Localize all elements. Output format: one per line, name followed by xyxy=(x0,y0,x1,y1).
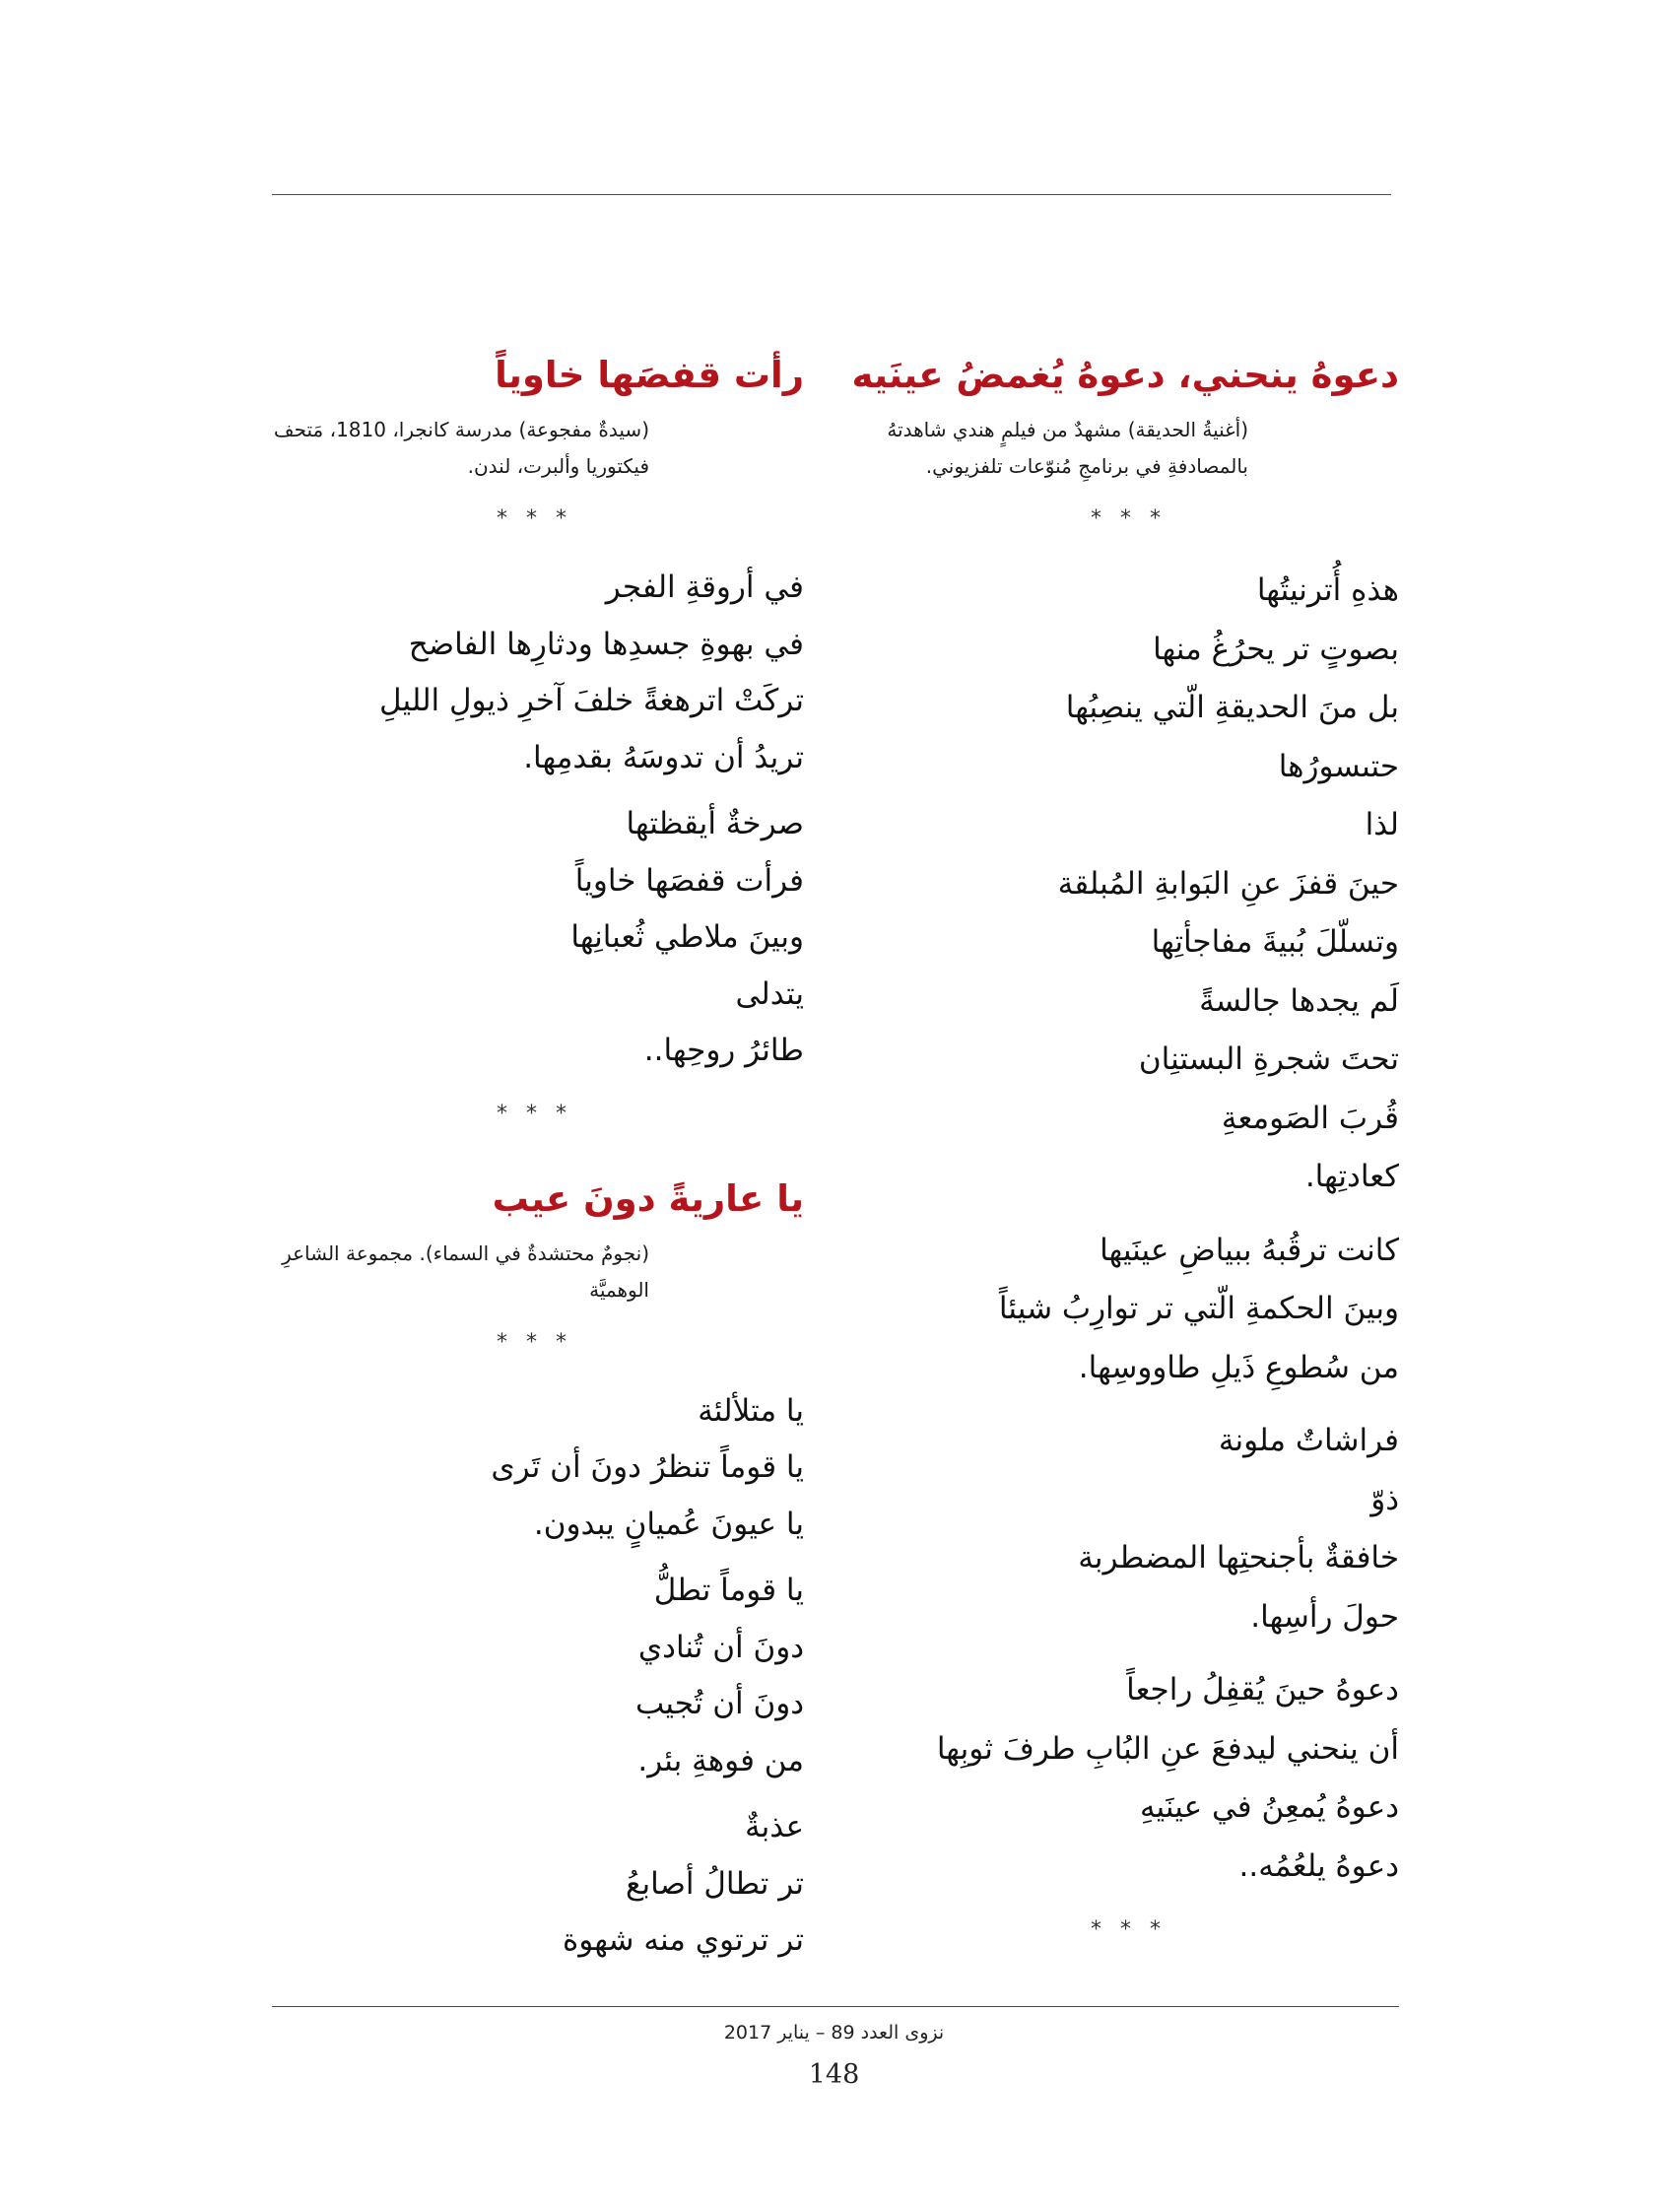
verse-line: لَم يجدها جالسةً xyxy=(1199,982,1399,1019)
verse-line: كعادتِها. xyxy=(1304,1159,1399,1194)
stanza xyxy=(252,560,804,786)
verse-line: بصوتٍ تر يحرُغُ منها xyxy=(1153,631,1399,667)
poem-source-note: (سيدةٌ مفجوعة) مدرسة كانجرا، 1810، مَتحف فيكتوريا وألبرت، لندن. xyxy=(273,418,649,478)
stanza xyxy=(252,1563,804,1789)
section-separator: * * * xyxy=(1091,506,1167,531)
verse-line: ذوّ xyxy=(1370,1481,1399,1517)
verse-line: كانت ترقُبهُ ببياضِ عينَيها xyxy=(1100,1232,1399,1268)
verse-line: وتسلّلَ بُبيةَ مفاجأتِها xyxy=(1151,924,1399,960)
verse-line: من سُطوعِ ذَيلِ طاووسِها. xyxy=(1078,1349,1399,1385)
verse-line: طائرُ روحِها.. xyxy=(643,1033,804,1068)
poem-source-note: (أغنيةُ الحديقة) مشهدٌ من فيلمٍ هندي شاهدتهُ بالمصادفةِ في برنامجِ مُنوّعات تلفزيوني. xyxy=(887,418,1248,478)
verse-line: وبينَ الحكمةِ الّتي تر توارِبُ شيئاً xyxy=(998,1291,1399,1326)
verse-line: تركَتْ اترهغةً خلفَ آخرِ ذيولِ الليلِ xyxy=(379,683,804,718)
verse-line: من فوهةِ بئر. xyxy=(637,1742,804,1778)
verse-line: قُربَ الصَومعةِ xyxy=(1221,1100,1399,1136)
verse-line: حتىسورُها xyxy=(1278,748,1399,784)
verse-line: تر تطالُ أصابعُ xyxy=(626,1865,804,1902)
verse-line: خافقةٌ بأجنحتِها المضطربة xyxy=(1078,1540,1399,1575)
verse-line: يا متلألئة xyxy=(698,1392,804,1429)
verse-line: دونَ أن تُجيب xyxy=(634,1686,804,1721)
section-separator: * * * xyxy=(497,1329,572,1355)
verse-line: دعوهُ حينَ يُقفِلُ راجعاً xyxy=(1126,1672,1399,1708)
verse-line: تريدُ أن تدوسَهُ بقدمِها. xyxy=(523,739,804,775)
poem-title: رأت قفصَها خاوياً xyxy=(495,354,804,396)
stanza xyxy=(847,1222,1399,1398)
bottom-divider xyxy=(272,2006,1399,2007)
verse-line: بل منَ الحديقةِ الّتي ينصِبُها xyxy=(1065,690,1399,725)
top-divider xyxy=(272,194,1391,195)
verse-line: صرخةٌ أيقظتها xyxy=(626,806,804,841)
section-separator: * * * xyxy=(1091,1917,1167,1942)
stanza xyxy=(252,1383,804,1554)
poem-left-column xyxy=(252,351,804,1970)
verse-line: تر ترتوي منه شهوة xyxy=(562,1922,804,1958)
verse-line: فراشاتٌ ملونة xyxy=(1218,1423,1399,1458)
verse-line: أن ينحني ليدفعَ عنِ البُابِ طرفَ ثوبِها xyxy=(936,1730,1399,1767)
section-separator: * * * xyxy=(497,1101,572,1126)
poem-title: يا عاريةً دونَ عيب xyxy=(492,1176,804,1220)
verse-line: حولَ رأسِها. xyxy=(1250,1598,1399,1635)
verse-line: هذهِ أُترنيتُها xyxy=(1256,572,1399,608)
verse-line: دونَ أن تُنادي xyxy=(637,1629,804,1665)
verse-line: تحتَ شجرةِ البستنِان xyxy=(1138,1041,1399,1077)
verse-line: يتدلى xyxy=(735,975,804,1012)
stanza xyxy=(252,1799,804,1970)
page-number: 148 xyxy=(808,2059,860,2090)
verse-line: يا عيونَ عُميانٍ يبدون. xyxy=(533,1506,804,1542)
section-separator: * * * xyxy=(497,506,572,531)
poem-source-note: (نجومٌ محتشدةٌ في السماء). مجموعة الشاعرِ الوهميَّة xyxy=(282,1240,649,1302)
verse-line: لذا xyxy=(1365,807,1399,842)
verse-line: يا قوماً تطلُّ xyxy=(653,1573,804,1608)
poem-right-column xyxy=(847,351,1399,1945)
stanza xyxy=(847,1661,1399,1896)
verse-line: دعوهُ يلعُمُه.. xyxy=(1238,1847,1399,1884)
stanza xyxy=(847,1412,1399,1646)
verse-line: فرأت قفصَها خاوياً xyxy=(574,862,804,899)
stanza xyxy=(847,562,1399,1207)
verse-line: عذبةٌ xyxy=(744,1809,804,1844)
verse-line: في أروقةِ الفجر xyxy=(605,570,804,605)
verse-line: يا قوماً تنظرُ دونَ أن تَرى xyxy=(491,1449,804,1485)
footer-issue-line: نزوى العدد 89 – يناير 2017 xyxy=(723,2022,945,2044)
verse-line: حينَ قفزَ عنِ البَوابةِ المُبلقة xyxy=(1057,865,1399,902)
verse-line: في بهوةِ جسدِها ودثارِها الفاضح xyxy=(408,626,804,662)
stanza xyxy=(252,796,804,1080)
verse-line: وبينَ ملاطي ثُعبانِها xyxy=(570,919,804,955)
poem-title: دعوهُ ينحني، دعوهُ يُغمضُ عينَيه xyxy=(851,354,1399,396)
verse-line: دعوهُ يُمعِنُ في عينَيهِ xyxy=(1139,1789,1399,1825)
